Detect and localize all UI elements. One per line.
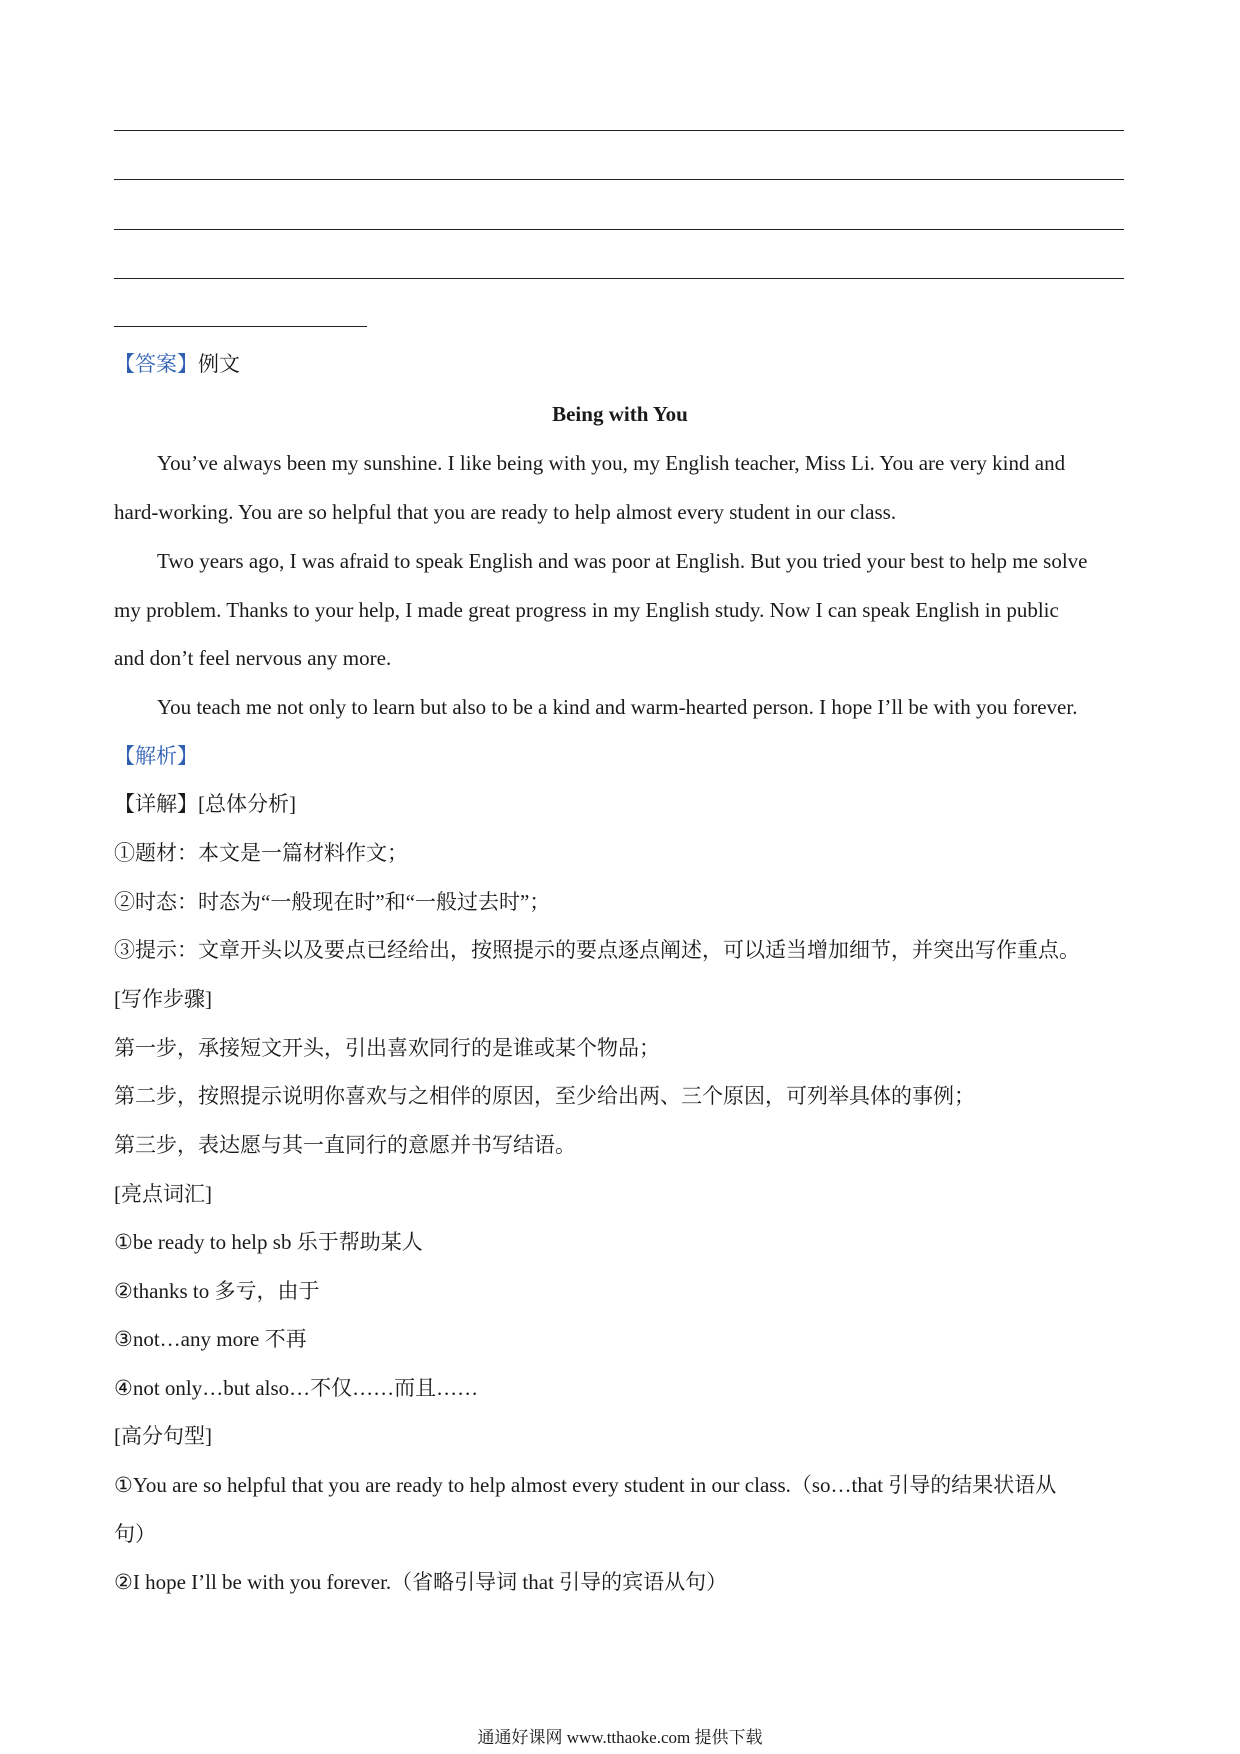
sentences-heading: [高分句型] <box>114 1424 212 1448</box>
essay-line: You’ve always been my sunshine. I like being with you, my English teacher, Miss Li. You are very kind and <box>157 451 1066 475</box>
essay-line: and don’t feel nervous any more. <box>114 646 392 670</box>
essay-line: hard-working. You are so helpful that you are ready to help almost every student in our class. <box>114 500 897 524</box>
sentence-item: ①You are so helpful that you are ready to help almost every student in our class.（so…that 引导的结果状语从 <box>114 1473 1057 1497</box>
writing-line-4 <box>114 278 1124 279</box>
footer-credit: 通通好课网 www.tthaoke.com 提供下载 <box>477 1728 763 1747</box>
sentence-item: 句） <box>114 1522 156 1546</box>
essay-title: Being with You <box>552 402 688 426</box>
writing-line-2 <box>114 179 1124 180</box>
essay-line: Two years ago, I was afraid to speak English and was poor at English. But you tried your best to help me solve <box>157 549 1088 573</box>
answer-heading <box>114 349 240 379</box>
sentence-item: ②I hope I’ll be with you forever.（省略引导词 that 引导的宾语从句） <box>114 1570 728 1594</box>
answer-tag: 【答案】 <box>114 352 198 376</box>
step-item: 第三步，表达愿与其一直同行的意愿并书写结语。 <box>114 1133 576 1157</box>
detail-tag: 【详解】 <box>114 792 198 816</box>
step-item: 第二步，按照提示说明你喜欢与之相伴的原因，至少给出两、三个原因，可列举具体的事例； <box>114 1084 975 1108</box>
writing-line-3 <box>114 229 1124 230</box>
detail-heading <box>114 789 296 819</box>
vocab-item: ①be ready to help sb 乐于帮助某人 <box>114 1230 423 1254</box>
overall-item: ③提示：文章开头以及要点已经给出，按照提示的要点逐点阐述，可以适当增加细节，并突出写作重点。 <box>114 938 1080 962</box>
step-item: 第一步，承接短文开头，引出喜欢同行的是谁或某个物品； <box>114 1036 660 1060</box>
overall-heading: [总体分析] <box>198 792 296 816</box>
writing-line-1 <box>114 130 1124 131</box>
overall-item: ②时态：时态为“一般现在时”和“一般过去时”； <box>114 890 551 914</box>
essay-line: You teach me not only to learn but also to be a kind and warm-hearted person. I hope I’ll be with you forever. <box>157 695 1078 719</box>
vocab-item: ④not only…but also…不仅……而且…… <box>114 1376 479 1400</box>
overall-item: ①题材：本文是一篇材料作文； <box>114 841 408 865</box>
vocab-heading: [亮点词汇] <box>114 1182 212 1206</box>
writing-line-5 <box>114 326 367 327</box>
vocab-item: ③not…any more 不再 <box>114 1327 307 1351</box>
steps-heading: [写作步骤] <box>114 987 212 1011</box>
answer-label: 例文 <box>198 352 240 376</box>
analysis-tag: 【解析】 <box>114 744 198 768</box>
vocab-item: ②thanks to 多亏，由于 <box>114 1279 320 1303</box>
essay-line: my problem. Thanks to your help, I made great progress in my English study. Now I can speak English in public <box>114 598 1059 622</box>
